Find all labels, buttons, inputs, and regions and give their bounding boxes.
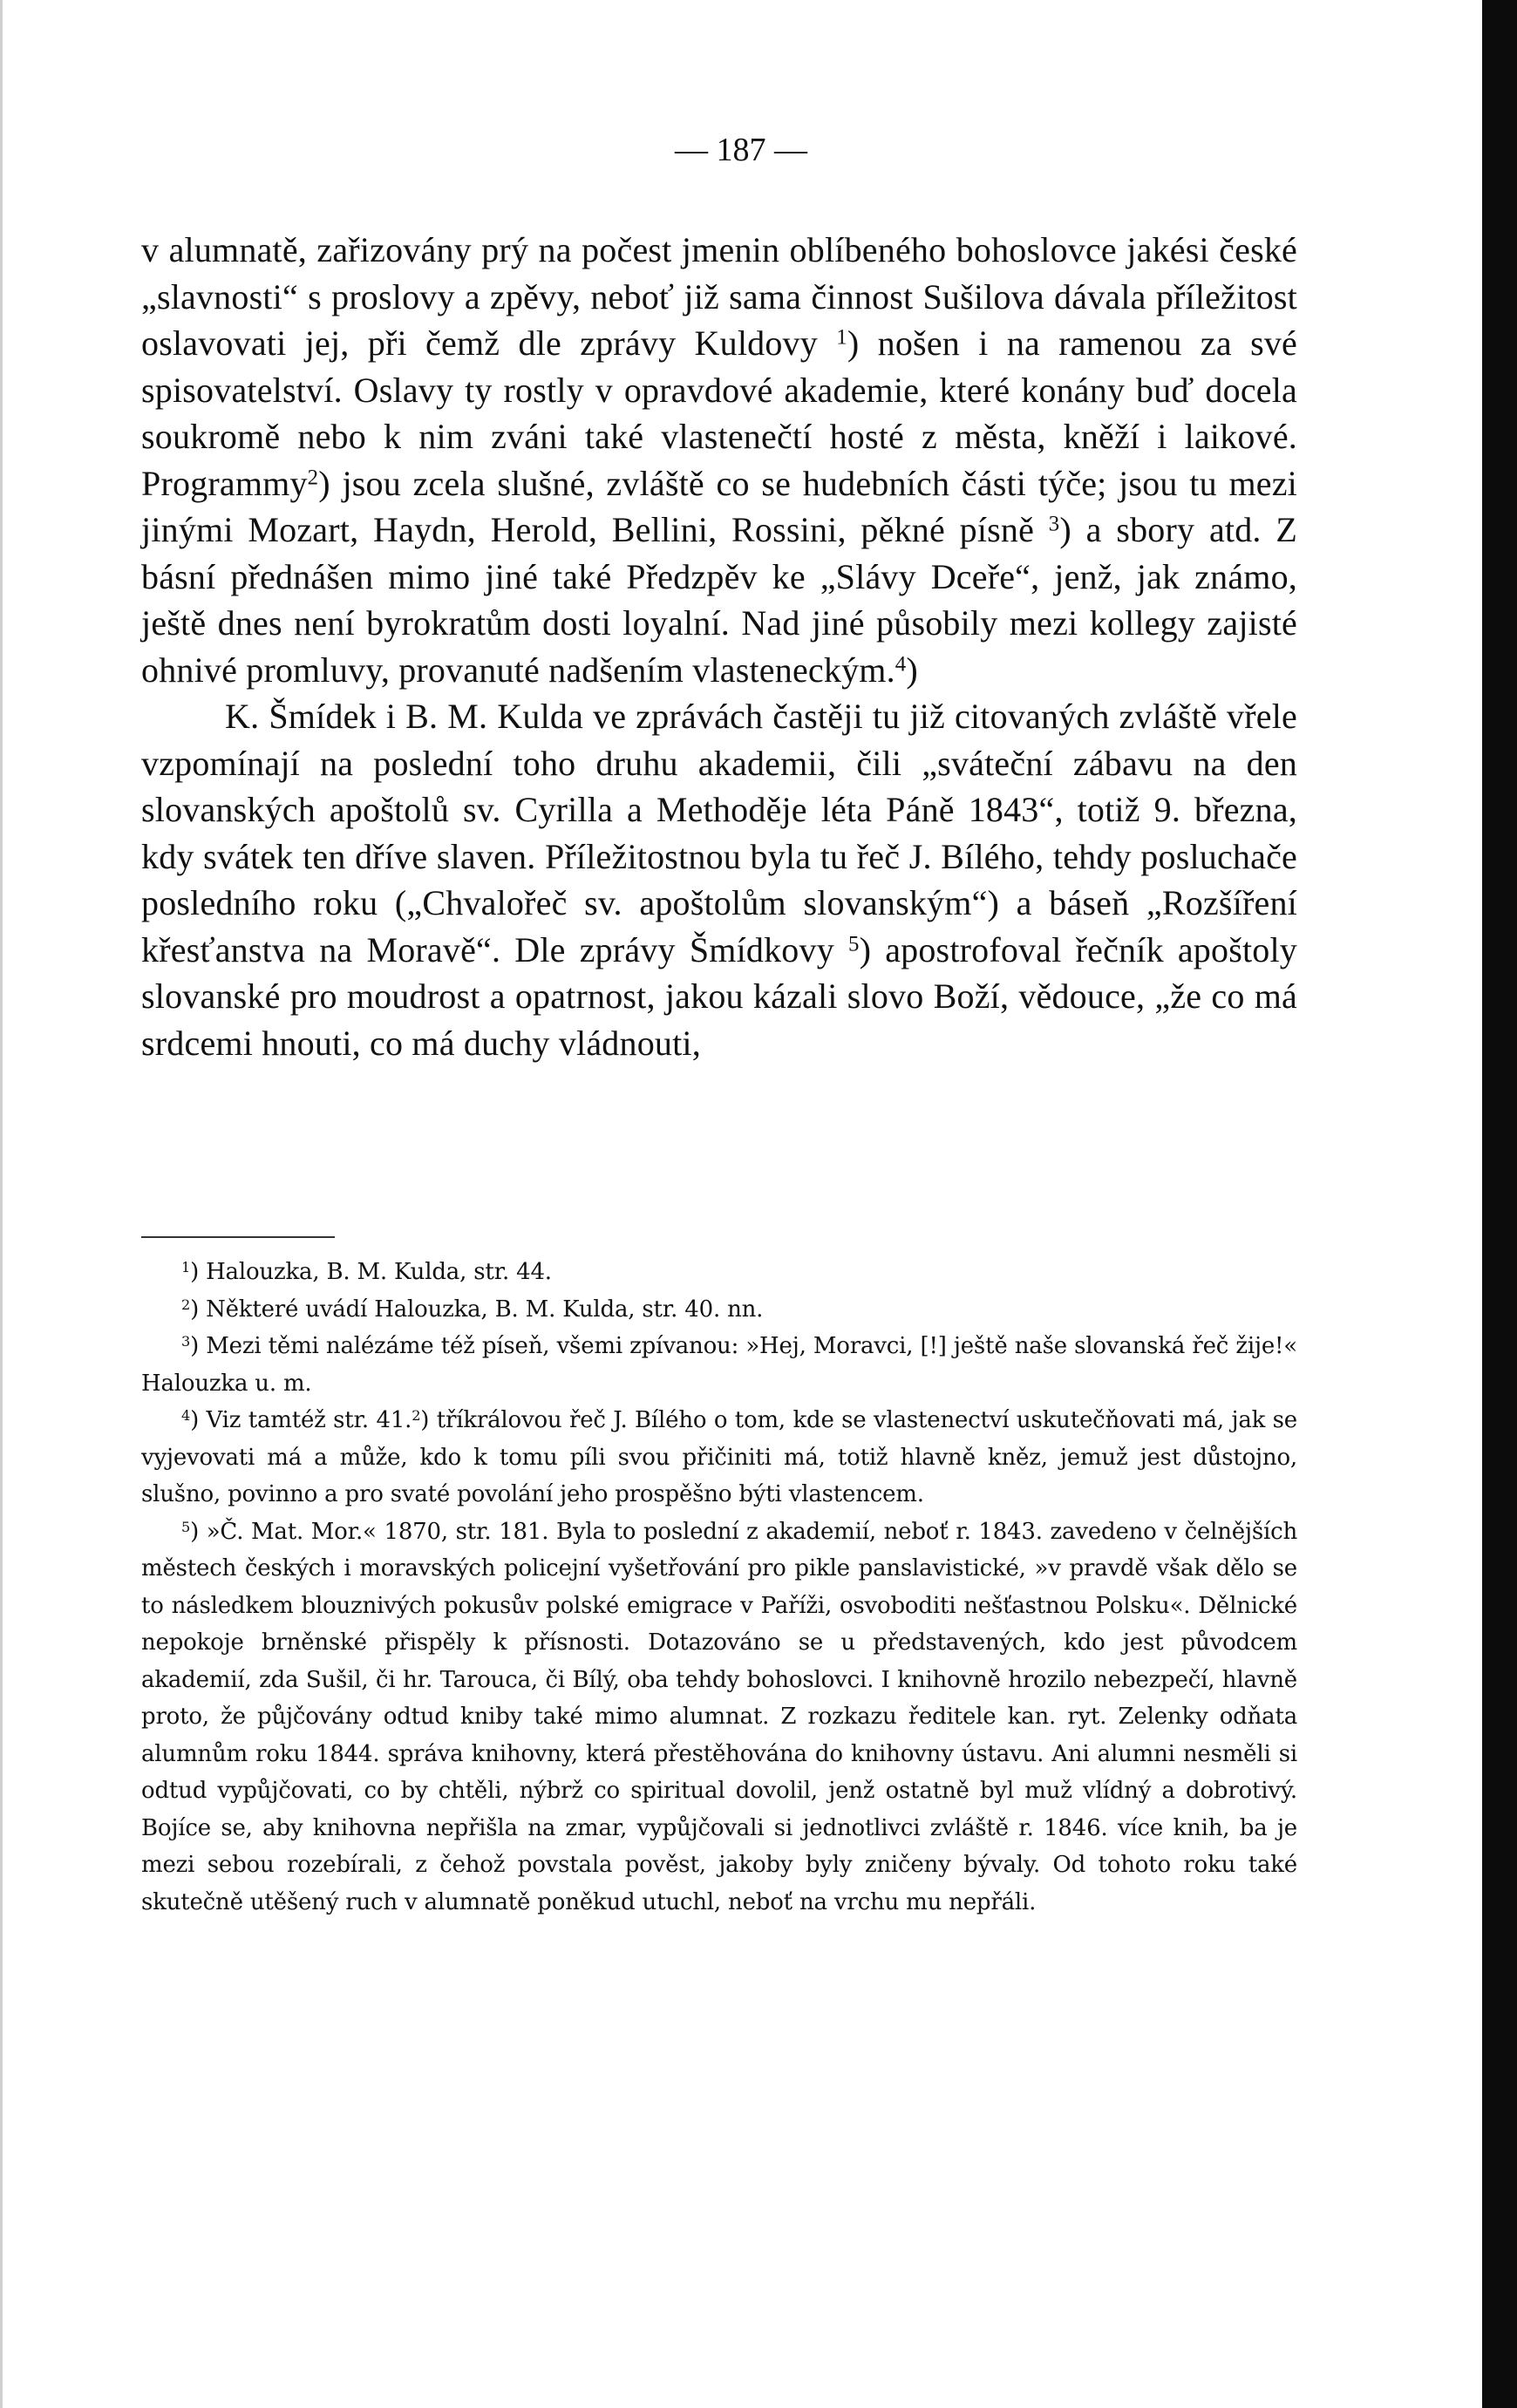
- footnote-marker: 2: [412, 1406, 421, 1424]
- footnote: [141, 1328, 1297, 1402]
- text-run: ) Viz tamtéž str. 41.: [190, 1407, 412, 1433]
- footnote: [141, 1514, 1297, 1922]
- footnote: [141, 1402, 1297, 1514]
- text-run: ) jsou zcela slušné, zvláště co se hudebních části týče; jsou tu mezi jinými Mozart, Haydn, Herold, Bellini, Rossini, pěkné písně: [141, 463, 1297, 549]
- footnote: [141, 1254, 1297, 1291]
- footnote-separator: [141, 1236, 335, 1238]
- text-run: ) a sbory atd. Z básní přednášen mimo jiné také Předzpěv ke „Slávy Dceře“, jenž, jak známo, ještě dnes není byrokratům dosti loyalní. Nad jiné působily mezi kollegy zajisté ohnivé promluvy, provanuté nadšením vlasteneckým.: [141, 510, 1297, 690]
- footnote-marker: 4: [181, 1406, 191, 1424]
- text-run: ) »Č. Mat. Mor.« 1870, str. 181. Byla to poslední z akademií, neboť r. 1843. zavedeno v čelnějších městech českých i moravských policejní vyšetřování pro pikle panslavistické, »v pravdě však dělo se to následkem blouznivých pokusův polské emigrace v Paříži, osvoboditi nešťastnou Polsku«. Dělnické nepokoje brněnské přispěly k přísnosti. Dotazováno se u představených, kdo jest původcem akademií, zda Sušil, či hr. Tarouca, či Bílý, oba tehdy bohoslovci. I knihovně hrozilo nebezpečí, hlavně proto, že půjčovány odtud kniby také mimo alumnat. Z rozkazu ředitele kan. ryt. Zelenky odňata alumnům roku 1844. správa knihovny, která přestěhována do knihovny ústavu. Ani alumni nesměli si odtud vypůjčovati, co by chtěli, nýbrž co spiritual dovolil, jenž ostatně byl muž vlídný a dobrotivý. Bojíce se, aby knihovna nepřišla na zmar, vypůjčovali si jednotlivci zvláště r. 1846. více knih, ba je mezi sebou rozebírali, z čehož povstala pověst, jakoby byly zničeny bývaly. Od tohoto roku také skutečně utěšený ruch v alumnatě poněkud utuchl, neboť na vrchu mu nepřáli.: [141, 1518, 1297, 1915]
- text-run: ) nošen i na ramenou za své spisovatelství. Oslavy ty rostly v opravdové akademie, které konány buď docela soukromě nebo k nim zváni také vlastenečtí hosté z města, kněží i laikové. Programmy: [141, 323, 1297, 503]
- footnote-marker: 4: [895, 652, 907, 677]
- footnote-marker: 3: [181, 1332, 191, 1350]
- paragraph: [141, 693, 1297, 1066]
- footnote-marker: 3: [1048, 512, 1060, 536]
- scan-edge: [0, 0, 3, 2408]
- footnote-marker: 1: [181, 1258, 191, 1275]
- text-run: ): [906, 650, 918, 690]
- footnote-marker: 5: [847, 932, 860, 956]
- text-run: K. Šmídek i B. M. Kulda ve zprávách častěji tu již citovaných zvláště vřele vzpomínají na poslední toho druhu akademii, čili „sváteční zábavu na den slovanských apoštolů sv. Cyrilla a Methoděje léta Páně 1843“, totiž 9. března, kdy svátek ten dříve slaven. Příležitostnou byla tu řeč J. Bílého, tehdy posluchače posledního roku („Chvalořeč sv. apoštolům slovanským“) a báseň „Rozšíření křesťanstva na Moravě“. Dle zprávy Šmídkovy: [141, 697, 1297, 969]
- footnote-marker: 2: [307, 466, 319, 490]
- scan-border: [1482, 0, 1517, 2408]
- text-run: ) Některé uvádí Halouzka, B. M. Kulda, str. 40. nn.: [190, 1296, 764, 1323]
- footnote-marker: 5: [181, 1518, 191, 1535]
- footnote-marker: 2: [181, 1296, 191, 1313]
- footnote: [141, 1291, 1297, 1329]
- main-text: [141, 227, 1297, 1066]
- page-number: — 187 —: [675, 132, 807, 168]
- paragraph: [141, 227, 1297, 693]
- text-run: ) apostrofoval řečník apoštoly slovanské pro moudrost a opatrnost, jakou kázali slovo Boží, vědouce, „že co má srdcemi hnouti, co má duchy vládnouti,: [141, 929, 1297, 1063]
- text-run: ) Mezi těmi nalézáme též píseň, všemi zpívanou: »Hej, Moravci, [!] ještě naše slovanská řeč žije!« Halouzka u. m.: [141, 1333, 1297, 1397]
- text-run: v alumnatě, zařizovány prý na počest jmenin oblíbeného bohoslovce jakési české „slavnosti“ s proslovy a zpěvy, neboť již sama činnost Sušilova dávala příležitost oslavovati jej, při čemž dle zprávy Kuldovy: [141, 230, 1297, 363]
- text-run: ) Halouzka, B. M. Kulda, str. 44.: [190, 1259, 552, 1285]
- footnote-marker: 1: [836, 325, 847, 350]
- footnotes: [141, 1254, 1297, 1921]
- text-run: ) tříkrálovou řeč J. Bílého o tom, kde se vlastenectví uskutečňovati má, jak se vyjevovati má a může, kdo k tomu píli svou přičiniti má, totiž hlavně kněz, jemuž jest důstojno, slušno, povinno a pro svaté povolání jeho prospěšno býti vlastencem.: [141, 1407, 1297, 1507]
